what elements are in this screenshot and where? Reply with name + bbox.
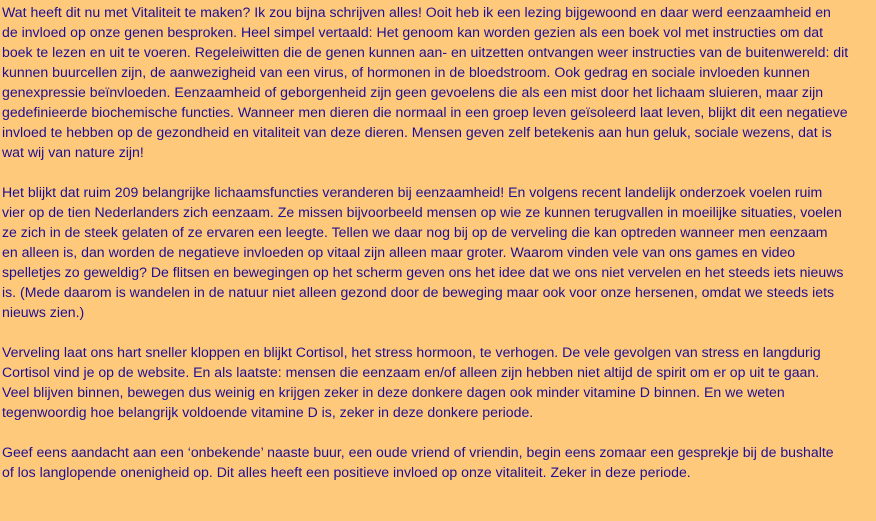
text-line: kunnen buurcellen zijn, de aanwezigheid van een virus, of hormonen in de bloedstroom. Ook gedrag en sociale invloeden kunnen	[2, 64, 810, 80]
text-line: genexpressie beïnvloeden. Eenzaamheid of geborgenheid zijn geen gevoelens die als een mist door het lichaam sluieren, maar zijn	[2, 84, 824, 100]
text-line: Verveling laat ons hart sneller kloppen en blijkt Cortisol, het stress hormoon, te verhogen. De vele gevolgen van stress en langdurig	[2, 344, 821, 360]
paragraph-2	[2, 182, 870, 322]
text-line: Wat heeft dit nu met Vitaliteit te maken? Ik zou bijna schrijven alles! Ooit heb ik een lezing bijgewoond en daar werd eenzaamheid en	[2, 4, 831, 20]
paragraph-4	[2, 442, 870, 482]
text-line: de invloed op onze genen besproken. Heel simpel vertaald: Het genoom kan worden gezien als een boek vol met instructies om dat	[2, 24, 824, 40]
text-line: gedefinieerde biochemische functies. Wanneer men dieren die normaal in een groep leven geïsoleerd laat leven, blijkt dit een negatieve	[2, 104, 848, 120]
text-line: Geef eens aandacht aan een ‘onbekende’ naaste buur, een oude vriend of vriendin, begin eens zomaar een gesprekje bij de bushalte	[2, 444, 834, 460]
text-line: Het blijkt dat ruim 209 belangrijke lichaamsfuncties veranderen bij eenzaamheid! En volgens recent landelijk onderzoek voelen ruim	[2, 184, 823, 200]
paragraph-3	[2, 342, 870, 422]
text-line: Veel blijven binnen, bewegen dus weinig en krijgen zeker in deze donkere dagen ook minder vitamine D binnen. En we weten	[2, 384, 785, 400]
text-line: vier op de tien Nederlanders zich eenzaam. Ze missen bijvoorbeeld mensen op wie ze kunnen terugvallen in moeilijke situaties, voelen	[2, 204, 842, 220]
text-line: of los langlopende onenigheid op. Dit alles heeft een positieve invloed op onze vitaliteit. Zeker in deze periode.	[2, 464, 691, 480]
text-line: ze zich in de steek gelaten of ze ervaren een leegte. Tellen we daar nog bij op de verveling die kan optreden wanneer men eenzaam	[2, 224, 828, 240]
text-line: boek te lezen en uit te voeren. Regeleiwitten die de genen kunnen aan- en uitzetten ontvangen weer instructies van de buitenwereld: dit	[2, 44, 849, 60]
text-line: en alleen is, dan worden de negatieve invloeden op vitaal zijn alleen maar groter. Waarom vinden vele van ons games en video	[2, 244, 796, 260]
text-line: wat wij van nature zijn!	[2, 144, 144, 160]
text-line: is. (Mede daarom is wandelen in de natuur niet alleen gezond door de beweging maar ook voor onze hersenen, omdat we steeds iets	[2, 284, 835, 300]
article-body	[2, 2, 870, 482]
text-line: spelletjes zo geweldig? De flitsen en bewegingen op het scherm geven ons het idee dat we ons niet vervelen en het steeds iets nieuws	[2, 264, 844, 280]
text-line: invloed te hebben op de gezondheid en vitaliteit van deze dieren. Mensen geven zelf betekenis aan hun geluk, sociale wezens, dat is	[2, 124, 832, 140]
text-line: Cortisol vind je op de website. En als laatste: mensen die eenzaam en/of alleen zijn hebben niet altijd de spirit om er op uit te gaan.	[2, 364, 820, 380]
text-line: nieuws zien.)	[2, 304, 85, 320]
text-line: tegenwoordig hoe belangrijk voldoende vitamine D is, zeker in deze donkere periode.	[2, 404, 534, 420]
paragraph-1	[2, 2, 870, 162]
